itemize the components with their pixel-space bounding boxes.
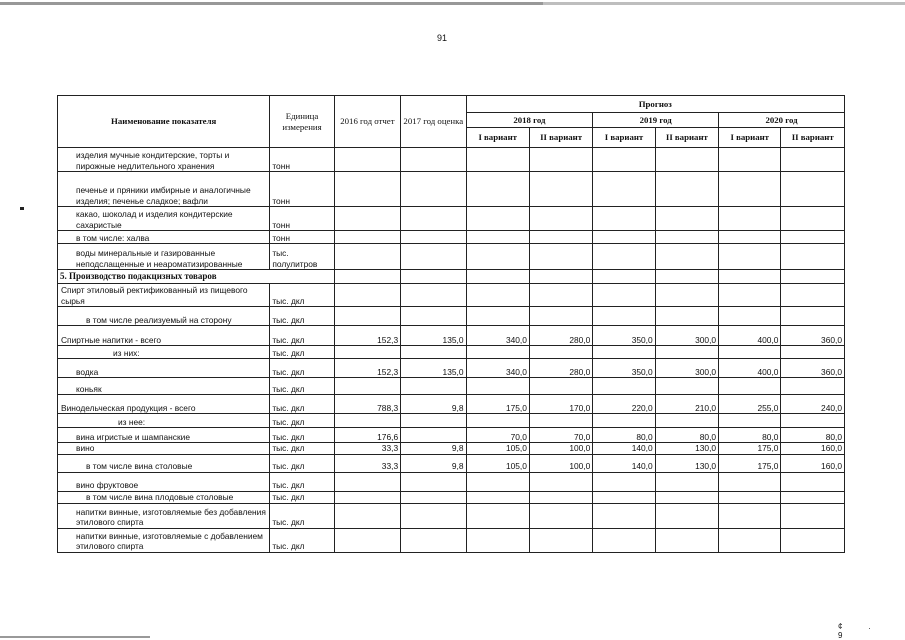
value-cell	[401, 172, 466, 207]
value-cell	[401, 528, 466, 552]
value-cell: 210,0	[655, 395, 718, 414]
value-cell: 300,0	[655, 359, 718, 378]
value-cell	[466, 172, 529, 207]
value-cell	[401, 472, 466, 491]
value-cell	[401, 503, 466, 528]
value-cell	[655, 414, 718, 428]
value-cell	[593, 503, 655, 528]
value-cell	[655, 503, 718, 528]
value-cell	[719, 172, 781, 207]
value-cell	[529, 378, 592, 395]
value-cell	[401, 207, 466, 231]
value-cell: 255,0	[719, 395, 781, 414]
value-cell: 175,0	[466, 395, 529, 414]
value-cell	[529, 270, 592, 284]
value-cell: 100,0	[529, 443, 592, 455]
indicator-name: печенье и пряники имбирные и аналогичные изделия; печенье сладкое; вафли	[58, 172, 270, 207]
value-cell: 152,3	[334, 326, 400, 346]
value-cell	[401, 231, 466, 244]
value-cell	[593, 472, 655, 491]
value-cell	[334, 503, 400, 528]
value-cell	[401, 491, 466, 503]
value-cell: 360,0	[781, 326, 845, 346]
value-cell	[781, 148, 845, 172]
indicator-name: Спирт этиловый ректификованный из пищевого сырья	[58, 284, 270, 307]
header-year-2020: 2020 год	[719, 113, 845, 128]
value-cell	[781, 503, 845, 528]
value-cell: 80,0	[593, 428, 655, 443]
header-variant-1: I вариант	[466, 128, 529, 148]
value-cell	[466, 503, 529, 528]
value-cell: 300,0	[655, 326, 718, 346]
value-cell	[466, 528, 529, 552]
unit-cell: тыс. дкл	[270, 528, 334, 552]
unit-cell: тыс. дкл	[270, 378, 334, 395]
value-cell	[781, 270, 845, 284]
value-cell	[401, 346, 466, 359]
header-variant-2: II вариант	[655, 128, 718, 148]
value-cell	[334, 378, 400, 395]
value-cell: 33,3	[334, 443, 400, 455]
value-cell: 130,0	[655, 443, 718, 455]
value-cell	[401, 244, 466, 270]
value-cell	[781, 472, 845, 491]
value-cell	[655, 207, 718, 231]
value-cell	[655, 491, 718, 503]
value-cell	[593, 207, 655, 231]
header-name: Наименование показателя	[58, 96, 270, 148]
value-cell	[466, 414, 529, 428]
table-row	[58, 443, 845, 455]
value-cell	[529, 528, 592, 552]
value-cell	[401, 414, 466, 428]
indicator-name: в том числе реализуемый на сторону	[58, 307, 270, 326]
value-cell	[719, 528, 781, 552]
value-cell	[529, 284, 592, 307]
value-cell: 240,0	[781, 395, 845, 414]
value-cell: 280,0	[529, 326, 592, 346]
value-cell: 788,3	[334, 395, 400, 414]
corner-marks: ¢. 9	[838, 622, 897, 640]
value-cell: 140,0	[593, 443, 655, 455]
indicator-name: воды минеральные и газированные неподслащенные и неароматизированные	[58, 244, 270, 270]
unit-cell: тыс. дкл	[270, 395, 334, 414]
value-cell: 9,8	[401, 443, 466, 455]
table-row	[58, 346, 845, 359]
unit-cell: тонн	[270, 172, 334, 207]
value-cell	[401, 307, 466, 326]
value-cell: 170,0	[529, 395, 592, 414]
value-cell: 80,0	[781, 428, 845, 443]
value-cell: 80,0	[655, 428, 718, 443]
indicator-name: в том числе вина плодовые столовые	[58, 491, 270, 503]
header-year-2018: 2018 год	[466, 113, 593, 128]
value-cell	[334, 284, 400, 307]
value-cell	[781, 378, 845, 395]
unit-cell: тонн	[270, 207, 334, 231]
value-cell	[334, 528, 400, 552]
value-cell	[593, 148, 655, 172]
value-cell	[401, 270, 466, 284]
indicator-name: напитки винные, изготовляемые с добавлением этилового спирта	[58, 528, 270, 552]
header-variant-1: I вариант	[719, 128, 781, 148]
table-row	[58, 284, 845, 307]
value-cell	[466, 244, 529, 270]
margin-mark	[20, 207, 24, 210]
value-cell	[719, 378, 781, 395]
value-cell	[529, 491, 592, 503]
value-cell	[529, 472, 592, 491]
value-cell: 80,0	[719, 428, 781, 443]
value-cell	[593, 231, 655, 244]
table-row	[58, 244, 845, 270]
table-row	[58, 414, 845, 428]
indicator-name: изделия мучные кондитерские, торты и пирожные недлительного хранения	[58, 148, 270, 172]
value-cell	[529, 346, 592, 359]
value-cell: 340,0	[466, 326, 529, 346]
value-cell	[529, 307, 592, 326]
value-cell: 350,0	[593, 326, 655, 346]
unit-cell: тыс. дкл	[270, 414, 334, 428]
value-cell	[529, 148, 592, 172]
value-cell: 135,0	[401, 326, 466, 346]
value-cell	[719, 270, 781, 284]
value-cell: 360,0	[781, 359, 845, 378]
value-cell	[529, 172, 592, 207]
value-cell	[655, 528, 718, 552]
table-row	[58, 491, 845, 503]
header-2017: 2017 год оценка	[401, 96, 466, 148]
value-cell: 105,0	[466, 454, 529, 472]
unit-cell: тыс. полулитров	[270, 244, 334, 270]
value-cell	[334, 472, 400, 491]
value-cell	[334, 270, 400, 284]
value-cell: 176,6	[334, 428, 400, 443]
value-cell: 140,0	[593, 454, 655, 472]
unit-cell: тыс. дкл	[270, 326, 334, 346]
indicator-name: вина игристые и шампанские	[58, 428, 270, 443]
value-cell	[334, 414, 400, 428]
value-cell	[655, 346, 718, 359]
header-variant-2: II вариант	[529, 128, 592, 148]
value-cell: 280,0	[529, 359, 592, 378]
value-cell	[719, 231, 781, 244]
unit-cell: тыс. дкл	[270, 307, 334, 326]
table-header	[58, 96, 845, 148]
table-row	[58, 454, 845, 472]
value-cell	[466, 231, 529, 244]
value-cell	[719, 148, 781, 172]
table-row	[58, 207, 845, 231]
indicator-name: вино	[58, 443, 270, 455]
scan-top-rule	[0, 2, 905, 5]
value-cell	[466, 378, 529, 395]
indicator-name: Винодельческая продукция - всего	[58, 395, 270, 414]
value-cell	[593, 270, 655, 284]
value-cell	[466, 307, 529, 326]
value-cell	[719, 284, 781, 307]
value-cell	[593, 172, 655, 207]
value-cell	[719, 307, 781, 326]
value-cell	[593, 491, 655, 503]
value-cell	[334, 148, 400, 172]
value-cell	[466, 346, 529, 359]
table-row	[58, 270, 845, 284]
value-cell	[719, 472, 781, 491]
value-cell	[466, 148, 529, 172]
value-cell	[466, 491, 529, 503]
indicator-name: в том числе вина столовые	[58, 454, 270, 472]
value-cell	[334, 307, 400, 326]
value-cell	[781, 172, 845, 207]
value-cell	[466, 207, 529, 231]
unit-cell: тонн	[270, 231, 334, 244]
value-cell	[781, 307, 845, 326]
value-cell	[529, 414, 592, 428]
value-cell: 105,0	[466, 443, 529, 455]
value-cell	[781, 207, 845, 231]
value-cell	[334, 244, 400, 270]
unit-cell: тыс. дкл	[270, 443, 334, 455]
value-cell	[593, 284, 655, 307]
value-cell: 160,0	[781, 443, 845, 455]
value-cell	[655, 148, 718, 172]
table-row	[58, 172, 845, 207]
table-body	[58, 148, 845, 553]
indicator-name: водка	[58, 359, 270, 378]
header-unit: Единица измерения	[270, 96, 334, 148]
value-cell	[719, 207, 781, 231]
value-cell	[529, 244, 592, 270]
value-cell	[401, 428, 466, 443]
value-cell	[781, 244, 845, 270]
value-cell	[781, 491, 845, 503]
header-variant-2: II вариант	[781, 128, 845, 148]
value-cell	[401, 378, 466, 395]
value-cell	[593, 244, 655, 270]
indicator-name: из них:	[58, 346, 270, 359]
value-cell	[719, 414, 781, 428]
value-cell: 152,3	[334, 359, 400, 378]
table-row	[58, 326, 845, 346]
value-cell: 70,0	[529, 428, 592, 443]
value-cell: 130,0	[655, 454, 718, 472]
value-cell	[334, 346, 400, 359]
indicator-name: из нее:	[58, 414, 270, 428]
value-cell	[529, 503, 592, 528]
value-cell: 175,0	[719, 443, 781, 455]
value-cell	[655, 270, 718, 284]
value-cell	[655, 172, 718, 207]
value-cell	[593, 378, 655, 395]
unit-cell: тыс. дкл	[270, 472, 334, 491]
value-cell	[719, 491, 781, 503]
value-cell	[593, 414, 655, 428]
unit-cell: тонн	[270, 148, 334, 172]
forecast-table	[57, 95, 845, 553]
indicator-name: Спиртные напитки - всего	[58, 326, 270, 346]
value-cell: 350,0	[593, 359, 655, 378]
unit-cell: тыс. дкл	[270, 346, 334, 359]
indicator-name: в том числе: халва	[58, 231, 270, 244]
value-cell	[655, 284, 718, 307]
value-cell	[655, 231, 718, 244]
value-cell	[334, 172, 400, 207]
table-row	[58, 472, 845, 491]
table-row	[58, 503, 845, 528]
table-row	[58, 528, 845, 552]
value-cell	[401, 148, 466, 172]
value-cell: 9,8	[401, 395, 466, 414]
value-cell: 135,0	[401, 359, 466, 378]
value-cell	[655, 244, 718, 270]
table-row	[58, 428, 845, 443]
unit-cell: тыс. дкл	[270, 428, 334, 443]
value-cell	[781, 284, 845, 307]
value-cell: 70,0	[466, 428, 529, 443]
value-cell	[593, 307, 655, 326]
value-cell	[781, 528, 845, 552]
header-2016: 2016 год отчет	[334, 96, 400, 148]
value-cell	[529, 231, 592, 244]
value-cell	[593, 528, 655, 552]
section-title: 5. Производство подакцизных товаров	[58, 270, 335, 284]
value-cell: 340,0	[466, 359, 529, 378]
value-cell	[781, 414, 845, 428]
value-cell	[655, 378, 718, 395]
table-row	[58, 378, 845, 395]
value-cell	[781, 346, 845, 359]
indicator-name: вино фруктовое	[58, 472, 270, 491]
value-cell: 100,0	[529, 454, 592, 472]
value-cell	[529, 207, 592, 231]
unit-cell: тыс. дкл	[270, 491, 334, 503]
value-cell: 400,0	[719, 326, 781, 346]
indicator-name: напитки винные, изготовляемые без добавления этилового спирта	[58, 503, 270, 528]
value-cell: 400,0	[719, 359, 781, 378]
header-year-2019: 2019 год	[593, 113, 719, 128]
value-cell	[719, 503, 781, 528]
value-cell	[334, 207, 400, 231]
table-row	[58, 148, 845, 172]
value-cell: 33,3	[334, 454, 400, 472]
value-cell: 220,0	[593, 395, 655, 414]
value-cell	[466, 270, 529, 284]
unit-cell: тыс. дкл	[270, 284, 334, 307]
value-cell: 9,8	[401, 454, 466, 472]
indicator-name: коньяк	[58, 378, 270, 395]
value-cell	[781, 231, 845, 244]
table-row	[58, 231, 845, 244]
value-cell: 160,0	[781, 454, 845, 472]
value-cell	[334, 231, 400, 244]
header-variant-1: I вариант	[593, 128, 655, 148]
value-cell	[719, 244, 781, 270]
value-cell	[719, 346, 781, 359]
table-row	[58, 307, 845, 326]
table-row	[58, 359, 845, 378]
value-cell	[655, 472, 718, 491]
value-cell	[334, 491, 400, 503]
table-row	[58, 395, 845, 414]
indicator-name: какао, шоколад и изделия кондитерские сахаристые	[58, 207, 270, 231]
value-cell	[593, 346, 655, 359]
value-cell	[401, 284, 466, 307]
value-cell	[466, 472, 529, 491]
scan-bottom-rule	[0, 636, 150, 638]
value-cell	[655, 307, 718, 326]
value-cell	[466, 284, 529, 307]
value-cell: 175,0	[719, 454, 781, 472]
unit-cell: тыс. дкл	[270, 359, 334, 378]
header-forecast: Прогноз	[466, 96, 844, 113]
page-number: 91	[437, 33, 448, 43]
unit-cell: тыс. дкл	[270, 503, 334, 528]
unit-cell: тыс. дкл	[270, 454, 334, 472]
